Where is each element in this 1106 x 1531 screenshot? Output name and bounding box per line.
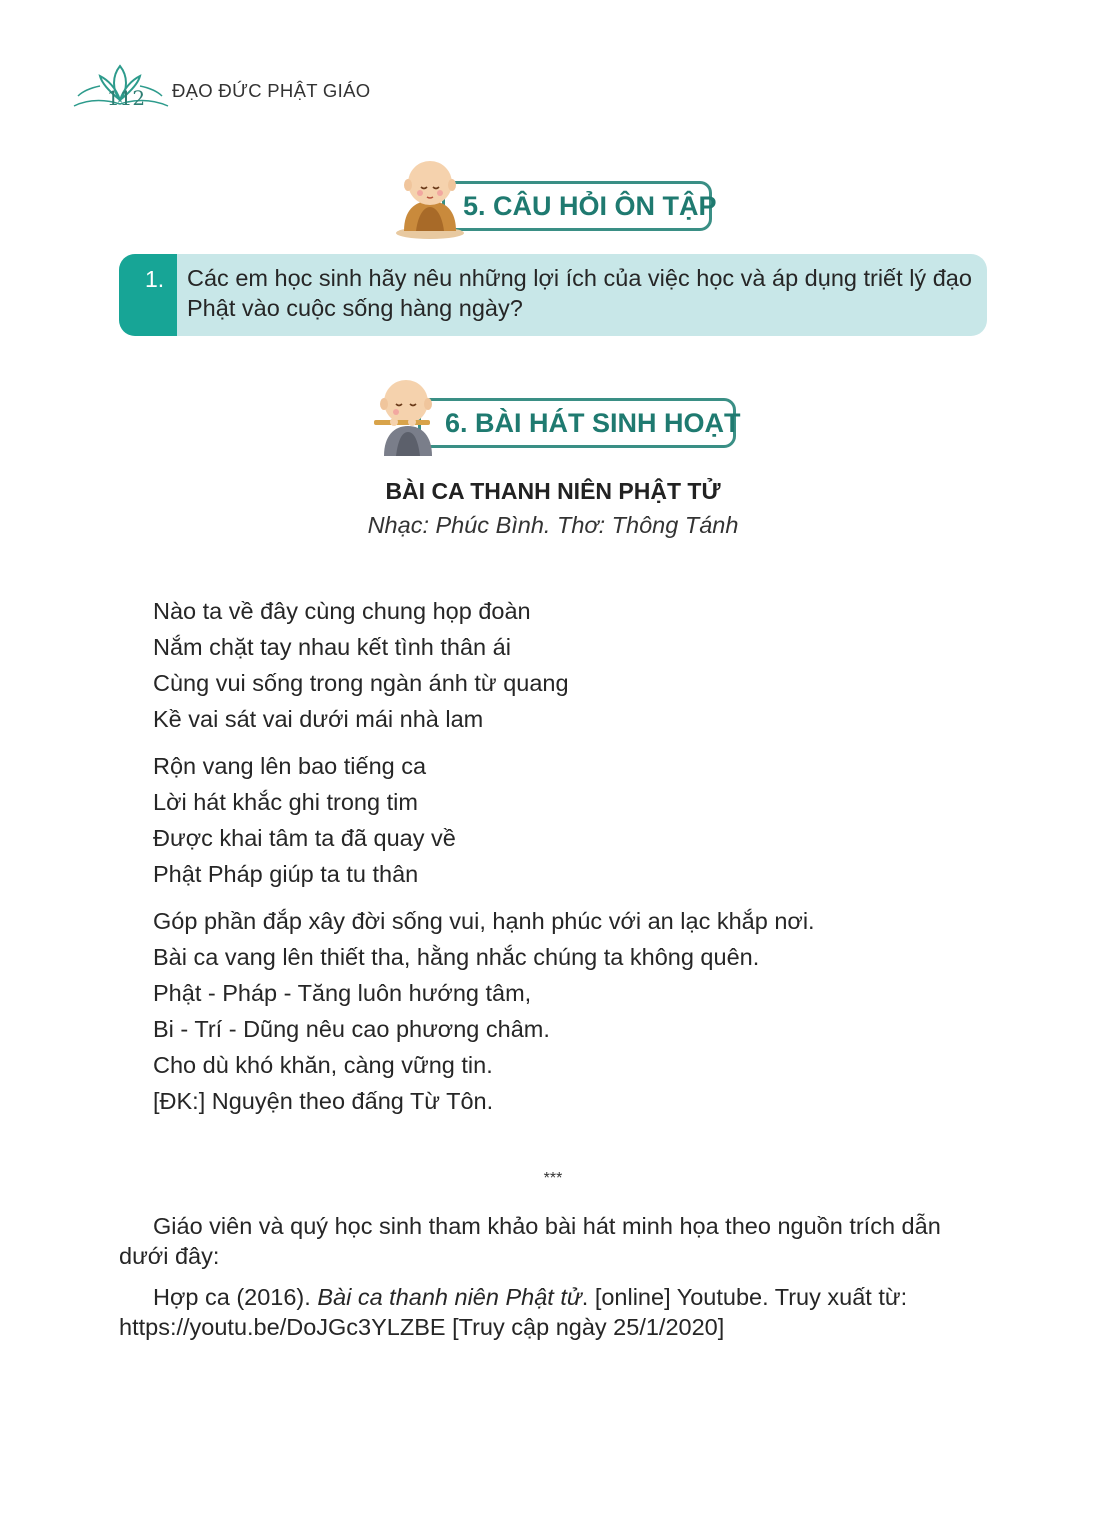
page-number: 112 bbox=[106, 86, 146, 110]
review-question-box bbox=[119, 254, 987, 336]
song-title: BÀI CA THANH NIÊN PHẬT TỬ bbox=[385, 478, 721, 504]
lyric-line: Bài ca vang lên thiết tha, hằng nhắc chúng ta không quên. bbox=[153, 944, 760, 970]
lyric-line: [ĐK:] Nguyện theo đấng Từ Tôn. bbox=[153, 1088, 494, 1114]
lyric-line: Bi - Trí - Dũng nêu cao phương châm. bbox=[153, 1016, 550, 1042]
reference-intro: Giáo viên và quý học sinh tham khảo bài hát minh họa theo nguồn trích dẫn dưới đây: bbox=[119, 1213, 941, 1269]
section-6-title: 6. BÀI HÁT SINH HOẠT bbox=[418, 398, 736, 448]
lyric-line: Cho dù khó khăn, càng vững tin. bbox=[153, 1052, 493, 1078]
lyric-line: Nào ta về đây cùng chung họp đoàn bbox=[153, 598, 531, 624]
song-credit: Nhạc: Phúc Bình. Thơ: Thông Tánh bbox=[367, 512, 739, 538]
section-5-header bbox=[390, 155, 720, 240]
lyrics-stanza-2 bbox=[153, 748, 456, 892]
question-number: 1. bbox=[145, 266, 165, 292]
lyrics-stanza-3 bbox=[153, 903, 815, 1119]
lyric-line: Nắm chặt tay nhau kết tình thân ái bbox=[153, 634, 511, 660]
lyric-line: Phật Pháp giúp ta tu thân bbox=[153, 861, 419, 887]
section-separator: *** bbox=[543, 1170, 563, 1187]
lyric-line: Góp phần đắp xây đời sống vui, hạnh phúc với an lạc khắp nơi. bbox=[153, 908, 815, 934]
citation-title: Bài ca thanh niên Phật tử bbox=[317, 1284, 582, 1310]
section-5-title: 5. CÂU HỎI ÔN TẬP bbox=[442, 181, 712, 231]
running-header bbox=[70, 62, 470, 118]
lyrics-stanza-1 bbox=[153, 593, 569, 737]
lyric-line: Cùng vui sống trong ngàn ánh từ quang bbox=[153, 670, 569, 696]
section-6-header bbox=[368, 372, 740, 462]
citation-suffix: . [online] Youtube. Truy xuất từ: https://youtu.be/DoJGc3YLZBE [Truy cập ngày 25/1/2020] bbox=[119, 1284, 908, 1340]
lyric-line: Kề vai sát vai dưới mái nhà lam bbox=[153, 706, 484, 732]
book-title: ĐẠO ĐỨC PHẬT GIÁO bbox=[172, 80, 371, 101]
lyric-line: Rộn vang lên bao tiếng ca bbox=[153, 753, 427, 779]
lyric-line: Phật - Pháp - Tăng luôn hướng tâm, bbox=[153, 980, 532, 1006]
question-text: Các em học sinh hãy nêu những lợi ích của việc học và áp dụng triết lý đạo Phật vào cuộc sống hàng ngày? bbox=[187, 265, 972, 321]
monk-flute-mascot-icon bbox=[368, 372, 448, 462]
reference-citation bbox=[119, 1282, 989, 1342]
monk-mascot-icon bbox=[390, 155, 470, 240]
citation-prefix: Hợp ca (2016). bbox=[153, 1284, 318, 1310]
lyric-line: Lời hát khắc ghi trong tim bbox=[153, 789, 418, 815]
lyric-line: Được khai tâm ta đã quay về bbox=[153, 825, 456, 851]
